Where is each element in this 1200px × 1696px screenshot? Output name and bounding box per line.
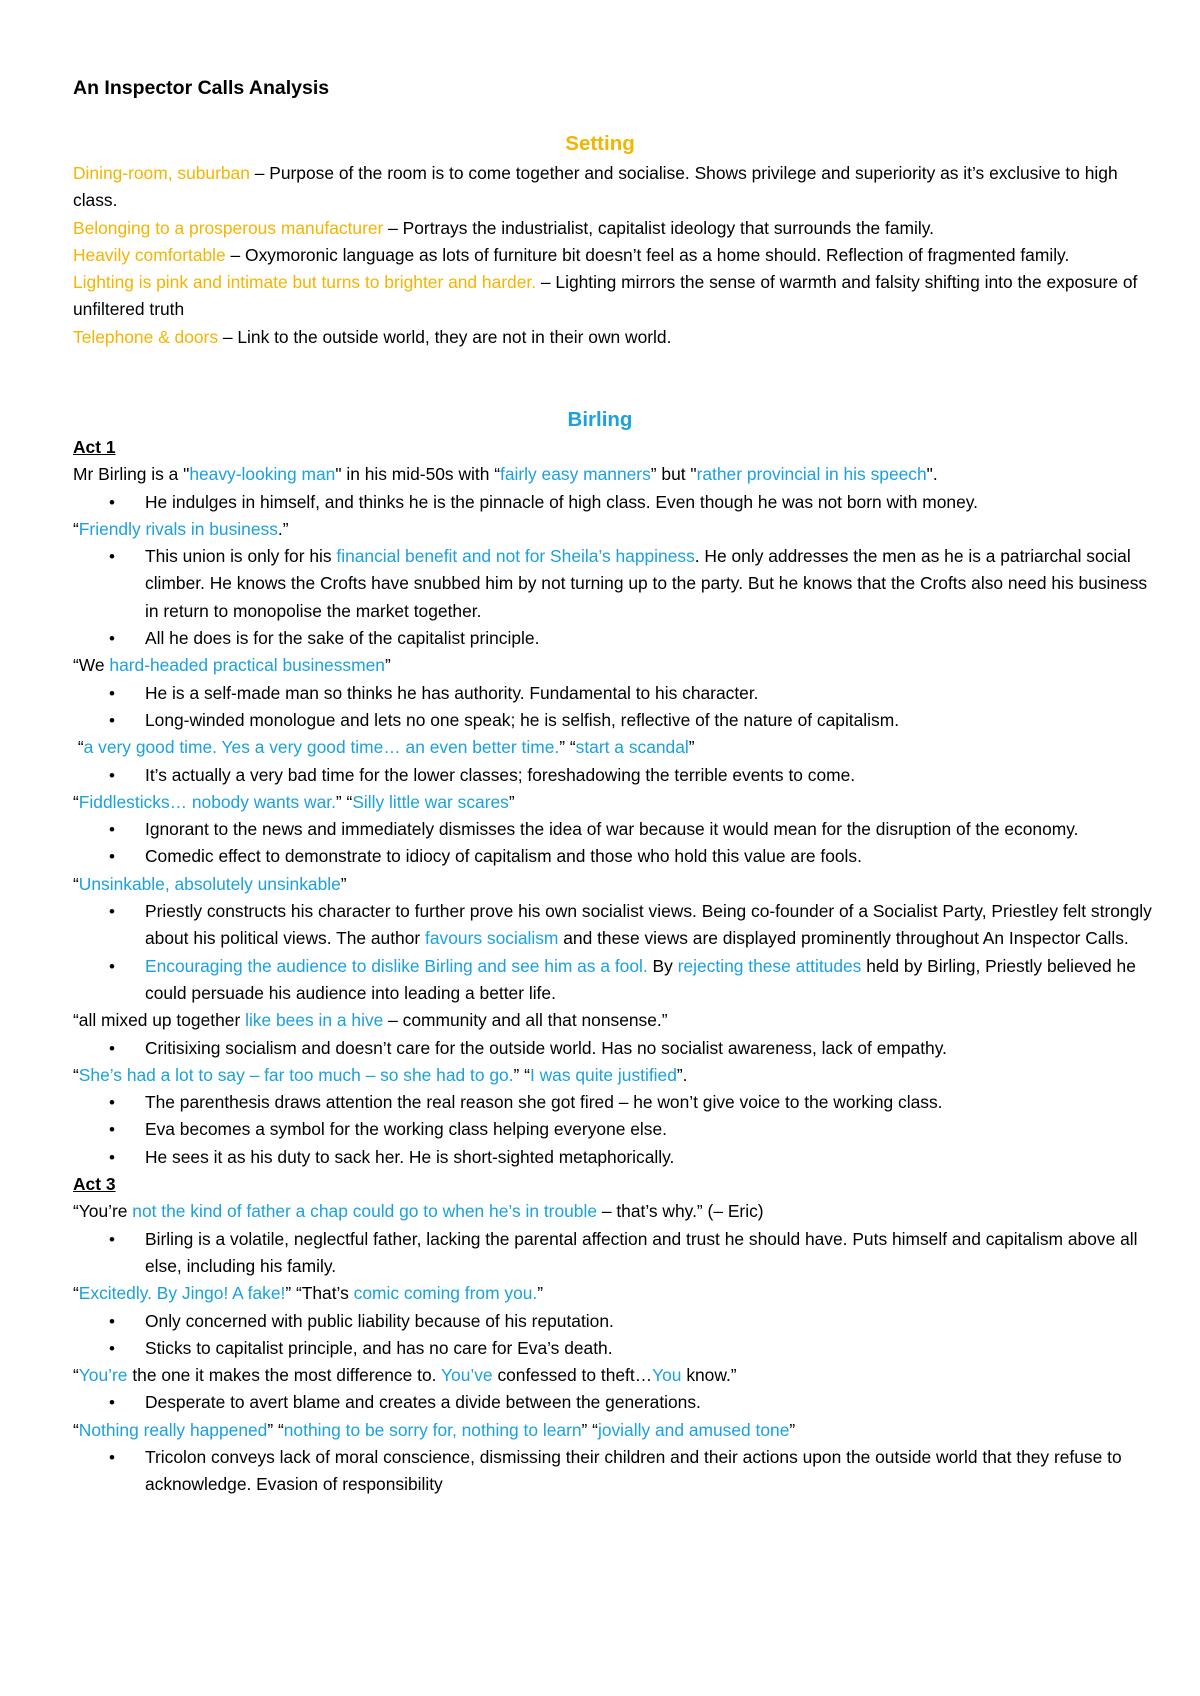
- setting-item: [73, 242, 1153, 269]
- point-highlight: rejecting these attitudes: [677, 955, 862, 976]
- quote-text: “: [73, 1064, 79, 1085]
- quote-highlight: Fiddlesticks… nobody wants war.: [78, 791, 336, 812]
- point-text: This union is only for his: [145, 546, 337, 567]
- quote-text: ” “: [267, 1419, 284, 1440]
- analysis-point: • Comedic effect to demonstrate to idiocy of capitalism and those who hold this value are fools.: [145, 843, 1153, 870]
- analysis-point: • The parenthesis draws attention the real reason she got fired – he won’t give voice to the working class.: [145, 1089, 1153, 1116]
- analysis-point: • He indulges in himself, and thinks he is the pinnacle of high class. Even though he was not born with money.: [145, 489, 1153, 516]
- point-highlight: Encouraging the audience to dislike Birling and see him as a fool.: [145, 955, 648, 976]
- quote-text: ” “That’s: [285, 1283, 354, 1304]
- analysis-point: • Critisixing socialism and doesn’t care for the outside world. Has no socialist awareness, lack of empathy.: [145, 1035, 1153, 1062]
- quote-highlight: fairly easy manners: [500, 464, 651, 485]
- quote-text: Mr Birling is a ": [73, 464, 190, 485]
- quote-highlight: You’re: [78, 1365, 128, 1386]
- quote-text: “all mixed up together: [73, 1010, 246, 1031]
- quote-highlight: I was quite justified: [529, 1064, 677, 1085]
- point-text: Priestly constructs his character to further prove his own socialist views. Being co-founder of a Socialist Party, Priestley felt strongly about his political views. The author: [145, 901, 1152, 949]
- quote-highlight: You: [652, 1365, 682, 1386]
- quote-text: ”: [537, 1283, 544, 1304]
- quote-line: [73, 516, 1153, 543]
- quote-text: – that’s why.” (– Eric): [597, 1201, 764, 1222]
- quote-highlight: Unsinkable, absolutely unsinkable: [78, 873, 341, 894]
- setting-item: [73, 215, 1153, 242]
- quote-text: ”: [789, 1419, 796, 1440]
- analysis-point: • Sticks to capitalist principle, and has no care for Eva’s death.: [145, 1335, 1153, 1362]
- quote-text: ” “: [335, 791, 353, 812]
- quote-text: “: [73, 737, 84, 758]
- quote-text: “You’re: [73, 1201, 133, 1222]
- analysis-point: • Only concerned with public liability because of his reputation.: [145, 1308, 1153, 1335]
- quote-highlight: hard-headed practical businessmen: [109, 655, 385, 676]
- quote-text: confessed to theft…: [492, 1365, 653, 1386]
- analysis-point: [145, 543, 1153, 625]
- analysis-point: • Birling is a volatile, neglectful father, lacking the parental affection and trust he should have. Puts himself and capitalism above all else, including his family.: [145, 1226, 1153, 1281]
- analysis-point: • Tricolon conveys lack of moral conscience, dismissing their children and their actions upon the outside world that they refuse to acknowledge. Evasion of responsibility: [145, 1444, 1153, 1499]
- setting-heading: Setting: [565, 132, 635, 155]
- setting-item-text: – Oxymoronic language as lots of furniture bit doesn’t feel as a home should. Reflection of fragmented family.: [225, 244, 1070, 265]
- quote-line: [73, 652, 1153, 679]
- quote-highlight: Excitedly. By Jingo! A fake!: [78, 1283, 286, 1304]
- quote-text: “: [73, 873, 79, 894]
- quote-line: [73, 1007, 1153, 1034]
- setting-item-highlight: Belonging to a prosperous manufacturer: [73, 217, 384, 238]
- quote-text: “: [73, 1365, 79, 1386]
- quote-text: " in his mid-50s with “: [335, 464, 500, 485]
- quote-text: ".: [926, 464, 938, 485]
- quote-text: ”: [384, 655, 391, 676]
- analysis-point: • Desperate to avert blame and creates a divide between the generations.: [145, 1389, 1153, 1416]
- quote-line: [73, 871, 1153, 898]
- point-text: and these views are displayed prominently throughout An Inspector Calls.: [558, 928, 1129, 949]
- point-text: By: [647, 955, 678, 976]
- quote-highlight: not the kind of father a chap could go to when he’s in trouble: [132, 1201, 598, 1222]
- analysis-list: [73, 1308, 1153, 1363]
- quote-text: ” but ": [650, 464, 697, 485]
- analysis-point: • He sees it as his duty to sack her. He is short-sighted metaphorically.: [145, 1144, 1153, 1171]
- quote-text: ” “: [581, 1419, 598, 1440]
- analysis-list: [73, 816, 1153, 871]
- quote-line: [73, 1417, 1153, 1444]
- analysis-point: • Long-winded monologue and lets no one speak; he is selfish, reflective of the nature of capitalism.: [145, 707, 1153, 734]
- quote-highlight: heavy-looking man: [189, 464, 336, 485]
- point-highlight: financial benefit and not for Sheila’s happiness: [336, 546, 695, 567]
- setting-item-text: – Lighting mirrors the sense of warmth and falsity shifting into the exposure of unfiltered truth: [73, 272, 1138, 320]
- analysis-list: [73, 1226, 1153, 1281]
- quote-highlight: start a scandal: [575, 737, 689, 758]
- analysis-point: • He is a self-made man so thinks he has authority. Fundamental to his character.: [145, 680, 1153, 707]
- quote-text: .”: [277, 518, 289, 539]
- setting-item: [73, 269, 1153, 324]
- setting-item-highlight: Telephone & doors: [73, 326, 219, 347]
- quote-text: ”: [688, 737, 695, 758]
- setting-item-highlight: Heavily comfortable: [73, 244, 226, 265]
- analysis-list: [73, 680, 1153, 735]
- setting-item: [73, 324, 1153, 351]
- analysis-list: [73, 1089, 1153, 1171]
- quote-highlight: comic coming from you.: [353, 1283, 538, 1304]
- quote-text: “: [73, 518, 79, 539]
- quote-highlight: Nothing really happened: [78, 1419, 268, 1440]
- quote-line: [73, 734, 1153, 761]
- quote-highlight: She’s had a lot to say – far too much – so she had to go.: [78, 1064, 514, 1085]
- quote-highlight: a very good time. Yes a very good time… an even better time.: [83, 737, 560, 758]
- quote-text: ” “: [513, 1064, 530, 1085]
- setting-section: [73, 160, 1153, 351]
- quote-text: know.”: [681, 1365, 737, 1386]
- birling-heading: Birling: [567, 408, 633, 431]
- document-title: An Inspector Calls Analysis: [73, 77, 330, 99]
- quote-text: ” “: [559, 737, 576, 758]
- setting-item-highlight: Dining-room, suburban: [73, 163, 250, 183]
- act-1-heading: Act 1: [73, 437, 116, 457]
- setting-item-highlight: Lighting is pink and intimate but turns to brighter and harder.: [73, 272, 537, 293]
- birling-section: [73, 434, 1153, 1499]
- setting-item-text: – Portrays the industrialist, capitalist ideology that surrounds the family.: [383, 217, 934, 238]
- quote-highlight: rather provincial in his speech: [696, 464, 927, 485]
- quote-text: “: [73, 1283, 79, 1304]
- analysis-list: [73, 1389, 1153, 1416]
- analysis-point: • It’s actually a very bad time for the lower classes; foreshadowing the terrible events to come.: [145, 762, 1153, 789]
- point-text: held by Birling, Priestly believed he could persuade his audience into leading a better life.: [145, 955, 1136, 1003]
- analysis-list: [73, 762, 1153, 789]
- quote-text: – community and all that nonsense.”: [383, 1010, 668, 1031]
- quote-highlight: Friendly rivals in business: [78, 518, 278, 539]
- analysis-list: [73, 489, 1153, 516]
- quote-highlight: You’ve: [441, 1365, 493, 1386]
- quote-text: ”: [340, 873, 347, 894]
- quote-text: “: [73, 1419, 79, 1440]
- quote-line: [73, 1198, 1153, 1225]
- quote-highlight: jovially and amused tone: [597, 1419, 790, 1440]
- quote-text: “We: [73, 655, 110, 676]
- quote-line: [73, 1062, 1153, 1089]
- analysis-list: [73, 1035, 1153, 1062]
- quote-line: [73, 789, 1153, 816]
- quote-line: [73, 1280, 1153, 1307]
- setting-item: [73, 160, 1153, 215]
- quote-text: the one it makes the most difference to.: [127, 1365, 442, 1386]
- analysis-point: [145, 953, 1153, 1008]
- analysis-point: [145, 898, 1153, 953]
- quote-highlight: nothing to be sorry for, nothing to learn: [283, 1419, 582, 1440]
- quote-text: “: [73, 791, 79, 812]
- quote-highlight: like bees in a hive: [245, 1010, 384, 1031]
- quote-line: [73, 1362, 1153, 1389]
- analysis-point: • All he does is for the sake of the capitalist principle.: [145, 625, 1153, 652]
- setting-item-text: – Purpose of the room is to come together and socialise. Shows privilege and superiority as it’s exclusive to high class.: [73, 163, 1118, 211]
- quote-text: ”.: [676, 1064, 688, 1085]
- act-3-heading: Act 3: [73, 1174, 116, 1195]
- quote-text: ”: [508, 791, 515, 812]
- analysis-list: [73, 543, 1153, 652]
- analysis-point: • Eva becomes a symbol for the working class helping everyone else.: [145, 1116, 1153, 1143]
- quote-line: [73, 461, 1153, 488]
- point-text: . He only addresses the men as he is a patriarchal social climber. He knows the Crofts have snubbed him by not turning up to the party. But he knows that the Crofts also need his business in return to monopolise the market together.: [145, 546, 1148, 621]
- analysis-list: [73, 1444, 1153, 1499]
- point-highlight: favours socialism: [425, 928, 559, 949]
- analysis-list: [73, 898, 1153, 1007]
- quote-highlight: Silly little war scares: [352, 791, 509, 812]
- setting-item-text: – Link to the outside world, they are not in their own world.: [218, 326, 672, 347]
- analysis-point: • Ignorant to the news and immediately dismisses the idea of war because it would mean for the disruption of the economy.: [145, 816, 1153, 843]
